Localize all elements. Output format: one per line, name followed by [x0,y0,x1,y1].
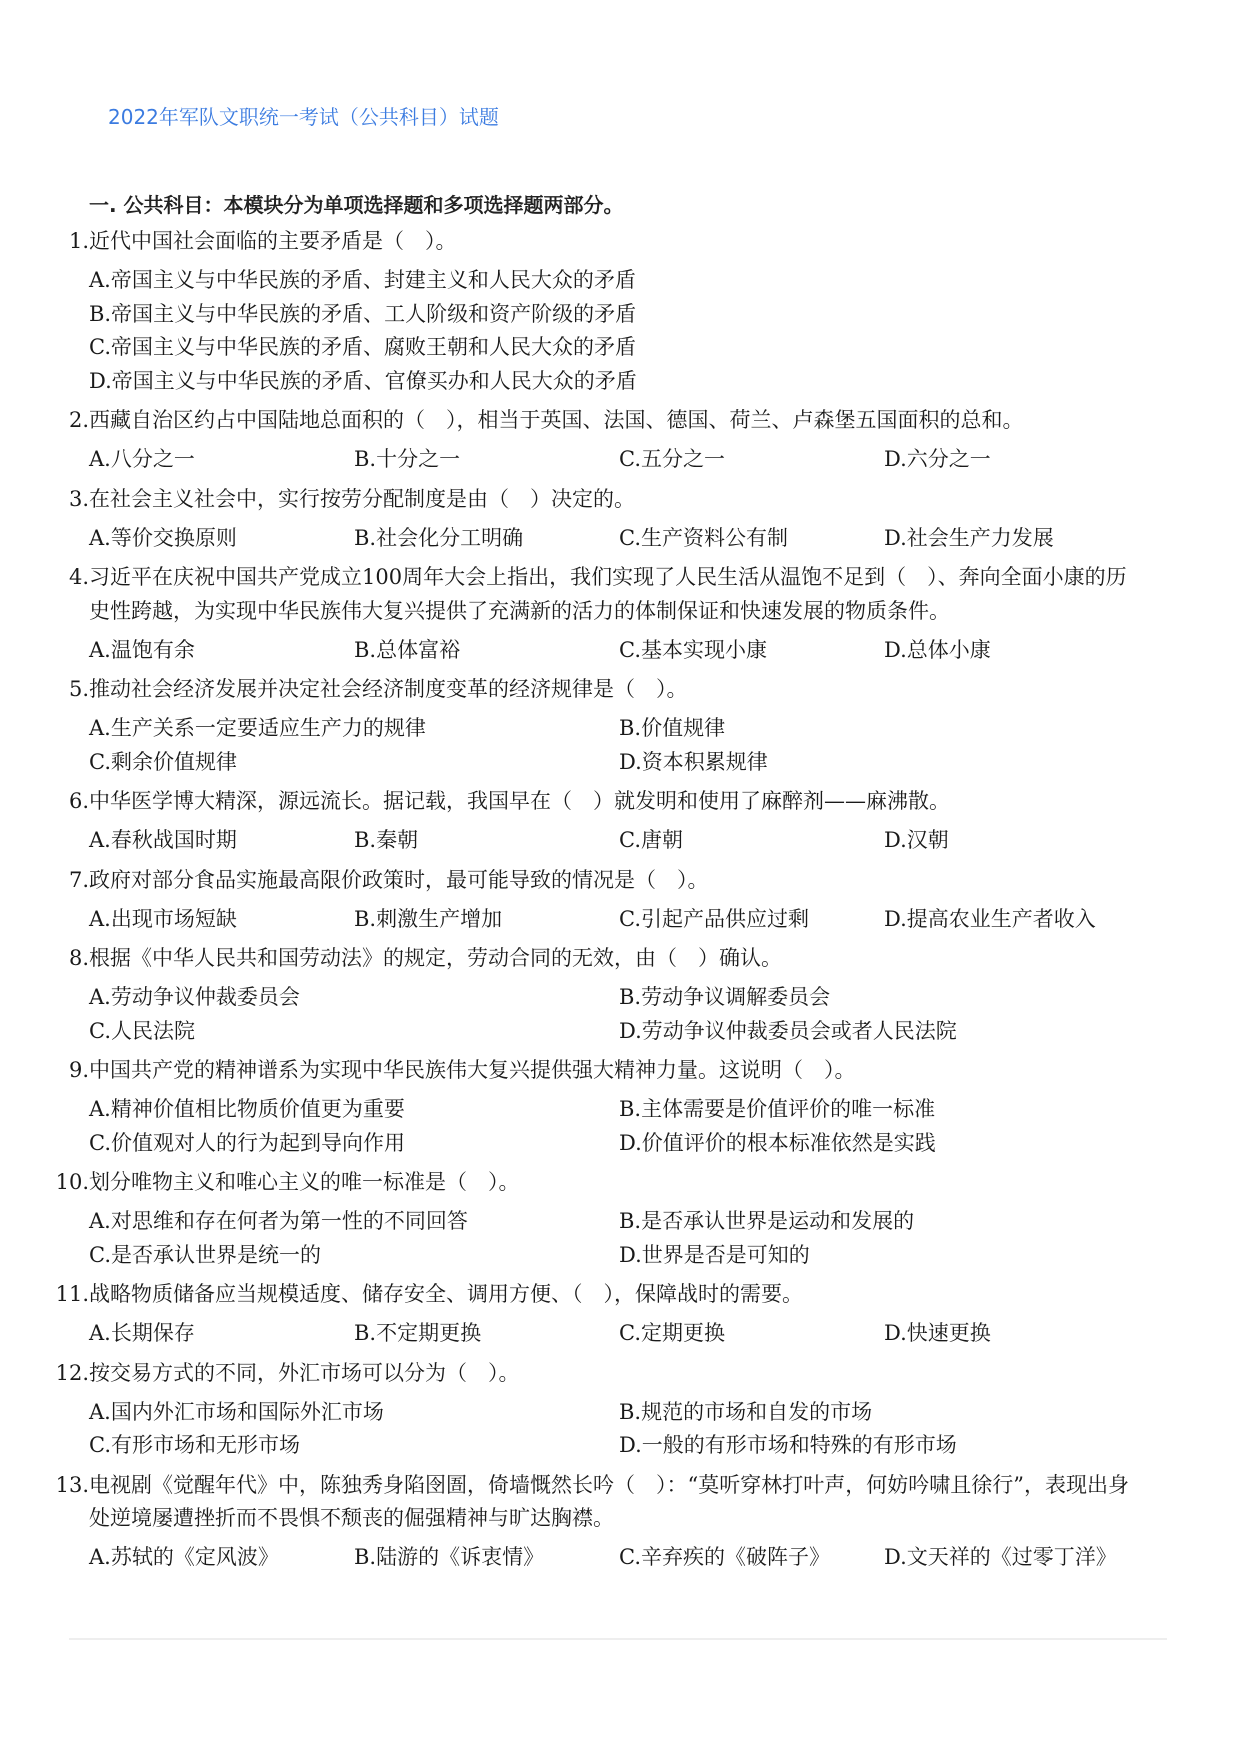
document-title: 2022年军队文职统一考试（公共科目）试题 [108,105,499,129]
question [0,1278,1240,1312]
answer-option: C.有形市场和无形市场 [89,1433,300,1457]
page-divider [69,1638,1167,1640]
options [0,522,1240,556]
answer-option: D.帝国主义与中华民族的矛盾、官僚买办和人民大众的矛盾 [89,368,637,393]
options [0,1317,1240,1351]
answer-option: D.六分之一 [884,447,991,471]
answer-option: B.主体需要是价值评价的唯一标准 [619,1097,936,1121]
answer-option: A.八分之一 [89,447,195,471]
question-number: 12. [55,1360,89,1385]
answer-option: C.定期更换 [619,1321,725,1345]
question [0,1469,1240,1536]
question-number: 6. [68,789,89,813]
answer-option: A.出现市场短缺 [89,906,237,931]
options [0,981,1240,1048]
answer-option: B.秦朝 [354,828,419,852]
answer-option: A.劳动争议仲裁委员会 [89,985,300,1009]
question-number: 1. [68,229,89,253]
answer-option: B.规范的市场和自发的市场 [619,1399,873,1424]
question-text: 战略物质储备应当规模适度、储存安全、调用方便、（ ），保障战时的需要。 [89,1282,803,1306]
question-text: 根据《中华人民共和国劳动法》的规定，劳动合同的无效，由（ ）确认。 [89,946,782,970]
answer-option: B.刺激生产增加 [354,906,503,931]
option-row [0,1127,1240,1161]
option-row [0,1541,1240,1575]
answer-option: A.等价交换原则 [89,525,237,550]
answer-option: D.文天祥的《过零丁洋》 [884,1545,1117,1569]
question-number: 5. [68,677,89,701]
question-number: 13. [55,1472,89,1497]
answer-option: D.资本积累规律 [619,749,768,774]
option-row [0,1015,1240,1049]
answer-option: A.长期保存 [89,1321,195,1345]
options [0,903,1240,937]
answer-option: B.帝国主义与中华民族的矛盾、工人阶级和资产阶级的矛盾 [89,301,637,326]
question-number: 2. [68,408,89,432]
question [0,1166,1240,1200]
question-number: 10. [55,1170,89,1194]
answer-option: D.价值评价的根本标准依然是实践 [619,1130,936,1155]
options [0,1541,1240,1575]
option-row [0,981,1240,1015]
question-number: 8. [68,946,89,970]
option-row [0,298,1240,332]
option-row [0,1093,1240,1127]
answer-option: D.劳动争议仲裁委员会或者人民法院 [619,1018,957,1043]
question-text: 近代中国社会面临的主要矛盾是（ ）。 [89,229,457,253]
answer-option: B.陆游的《诉衷情》 [354,1545,545,1569]
option-row [0,522,1240,556]
answer-option: A.苏轼的《定风波》 [89,1545,279,1569]
answer-option: D.提高农业生产者收入 [884,906,1096,931]
option-row [0,365,1240,399]
options [0,1093,1240,1160]
option-row [0,443,1240,477]
question [0,483,1240,517]
answer-option: D.快速更换 [884,1321,991,1345]
question-number: 7. [68,867,89,892]
answer-option: B.不定期更换 [354,1321,482,1345]
section-heading: 一. 公共科目：本模块分为单项选择题和多项选择题两部分。 [89,193,624,217]
options [0,824,1240,858]
answer-option: C.引起产品供应过剩 [619,906,809,931]
option-row [0,1396,1240,1430]
option-row [0,1429,1240,1463]
option-row [0,712,1240,746]
options [0,443,1240,477]
answer-option: C.唐朝 [619,828,683,852]
answer-option: B.十分之一 [354,447,461,471]
answer-option: C.人民法院 [89,1018,195,1043]
question [0,864,1240,898]
question-text: 电视剧《觉醒年代》中，陈独秀身陷囹圄，倚墙慨然长吟（ ）：“莫听穿林打叶声，何妨吟啸且徐行”，表现出身处逆境屡遭挫折而不畏惧不颓丧的倔强精神与旷达胸襟。 [89,1472,1129,1530]
answer-option: A.温饱有余 [89,637,195,662]
option-row [0,1317,1240,1351]
option-row [0,331,1240,365]
answer-option: C.价值观对人的行为起到导向作用 [89,1130,405,1155]
question-text: 政府对部分食品实施最高限价政策时，最可能导致的情况是（ ）。 [89,867,709,892]
option-row [0,634,1240,668]
answer-option: C.剩余价值规律 [89,749,237,774]
answer-option: D.总体小康 [884,637,991,662]
question-text: 中国共产党的精神谱系为实现中华民族伟大复兴提供强大精神力量。这说明（ ）。 [89,1058,856,1082]
answer-option: A.精神价值相比物质价值更为重要 [89,1097,405,1121]
answer-option: D.一般的有形市场和特殊的有形市场 [619,1433,957,1457]
question-number: 9. [68,1058,89,1082]
answer-option: C.基本实现小康 [619,637,767,662]
options [0,1205,1240,1272]
question [0,785,1240,819]
options [0,712,1240,779]
answer-option: C.辛弃疾的《破阵子》 [619,1545,830,1569]
question-text: 中华医学博大精深，源远流长。据记载，我国早在（ ）就发明和使用了麻醉剂——麻沸散。 [89,789,950,813]
answer-option: C.生产资料公有制 [619,525,788,550]
answer-option: B.总体富裕 [354,637,461,662]
answer-option: B.是否承认世界是运动和发展的 [619,1209,915,1233]
question-text: 划分唯物主义和唯心主义的唯一标准是（ ）。 [89,1170,520,1194]
answer-option: A.春秋战国时期 [89,828,237,852]
question [0,225,1240,259]
answer-option: D.社会生产力发展 [884,525,1054,550]
question [0,561,1240,628]
answer-option: B.价值规律 [619,716,726,740]
question [0,404,1240,438]
question-list [0,225,1240,1581]
options [0,264,1240,398]
question [0,942,1240,976]
answer-option: D.世界是否是可知的 [619,1242,810,1267]
question-text: 习近平在庆祝中国共产党成立100周年大会上指出，我们实现了人民生活从温饱不足到（ ）、奔向全面小康的历史性跨越，为实现中华民族伟大复兴提供了充满新的活力的体制保证和快速发展的物质条件。 [89,565,1127,623]
question-number: 11. [55,1282,89,1306]
question-text: 按交易方式的不同，外汇市场可以分为（ ）。 [89,1360,520,1385]
question-text: 在社会主义社会中，实行按劳分配制度是由（ ）决定的。 [89,486,635,511]
answer-option: B.社会化分工明确 [354,525,524,550]
answer-option: D.汉朝 [884,828,949,852]
option-row [0,824,1240,858]
answer-option: C.帝国主义与中华民族的矛盾、腐败王朝和人民大众的矛盾 [89,335,636,359]
option-row [0,1239,1240,1273]
answer-option: C.五分之一 [619,447,725,471]
answer-option: A.国内外汇市场和国际外汇市场 [89,1399,384,1424]
answer-option: C.是否承认世界是统一的 [89,1242,321,1267]
answer-option: A.对思维和存在何者为第一性的不同回答 [89,1209,468,1233]
question-text: 推动社会经济发展并决定社会经济制度变革的经济规律是（ ）。 [89,677,688,701]
question [0,1054,1240,1088]
question-number: 4. [68,565,89,589]
option-row [0,903,1240,937]
option-row [0,1205,1240,1239]
question [0,673,1240,707]
question [0,1357,1240,1391]
options [0,1396,1240,1463]
options [0,634,1240,668]
answer-option: B.劳动争议调解委员会 [619,985,831,1009]
answer-option: A.生产关系一定要适应生产力的规律 [89,716,426,740]
question-text: 西藏自治区约占中国陆地总面积的（ ），相当于英国、法国、德国、荷兰、卢森堡五国面积的总和。 [89,408,1024,432]
question-number: 3. [68,486,89,511]
option-row [0,264,1240,298]
answer-option: A.帝国主义与中华民族的矛盾、封建主义和人民大众的矛盾 [89,268,636,292]
option-row [0,746,1240,780]
